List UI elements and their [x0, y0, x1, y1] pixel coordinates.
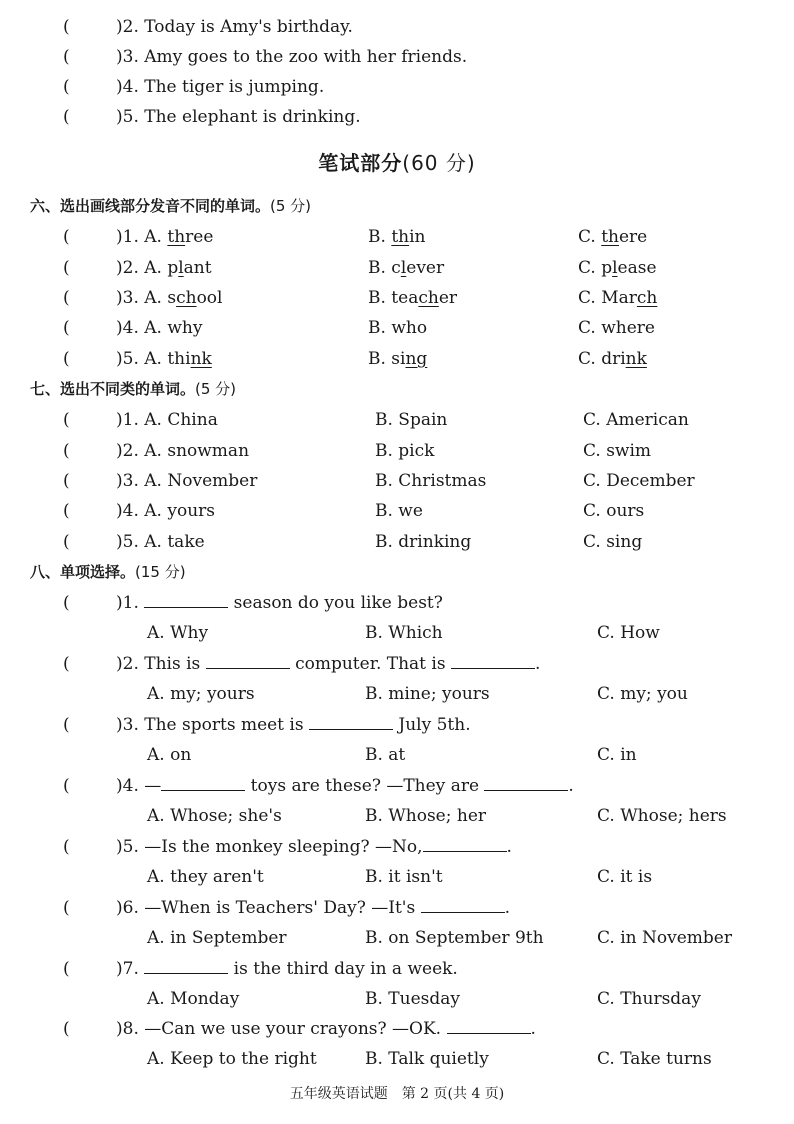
option-b: B. Tuesday	[365, 989, 460, 1009]
answer-paren[interactable]: (	[63, 441, 70, 461]
option-b: B. who	[368, 318, 428, 338]
option-b: B. drinking	[375, 532, 472, 552]
answer-paren[interactable]: (	[63, 410, 70, 430]
question-item: )5. The elephant is drinking.	[116, 107, 361, 127]
option-c: C. Thursday	[597, 989, 701, 1009]
answer-blank[interactable]	[421, 897, 505, 913]
answer-paren[interactable]: (	[63, 837, 70, 857]
answer-paren[interactable]: (	[63, 47, 70, 67]
option-b: B. we	[375, 501, 423, 521]
question-item: )5. A. think	[116, 349, 212, 369]
answer-paren[interactable]: (	[63, 227, 70, 247]
answer-blank[interactable]	[447, 1018, 531, 1034]
option-b: B. sing	[368, 349, 428, 369]
option-c: C. in November	[597, 928, 732, 948]
answer-paren[interactable]: (	[63, 654, 70, 674]
option-a: A. in September	[147, 928, 287, 948]
question-stem: )4. — toys are these? —They are .	[116, 776, 574, 796]
option-c: C. my; you	[597, 684, 688, 704]
question-item: )3. Amy goes to the zoo with her friends.	[116, 47, 468, 67]
option-c: C. swim	[583, 441, 652, 461]
option-c: C. sing	[583, 532, 643, 552]
option-c: C. where	[578, 318, 655, 338]
question-item: )4. A. yours	[116, 501, 215, 521]
option-a: A. Whose; she's	[147, 806, 282, 826]
section-heading: 七、选出不同类的单词。(5 分)	[30, 380, 237, 398]
option-c: C. drink	[578, 349, 647, 369]
question-item: )3. A. school	[116, 288, 223, 308]
option-b: B. Whose; her	[365, 806, 487, 826]
question-item: )2. Today is Amy's birthday.	[116, 17, 353, 37]
option-b: B. on September 9th	[365, 928, 544, 948]
option-a: A. my; yours	[147, 684, 255, 704]
option-c: C. there	[578, 227, 648, 247]
page-footer: 五年级英语试题 第 2 页(共 4 页)	[289, 1086, 505, 1102]
answer-paren[interactable]: (	[63, 107, 70, 127]
answer-blank[interactable]	[484, 775, 568, 791]
answer-paren[interactable]: (	[63, 776, 70, 796]
question-stem: )2. This is computer. That is .	[116, 654, 541, 674]
question-item: )3. A. November	[116, 471, 258, 491]
option-b: B. clever	[368, 258, 445, 278]
question-stem: )5. —Is the monkey sleeping? —No, .	[116, 837, 512, 857]
section-heading: 六、选出画线部分发音不同的单词。(5 分)	[30, 197, 312, 215]
option-b: B. teacher	[368, 288, 457, 308]
answer-paren[interactable]: (	[63, 1019, 70, 1039]
question-item: )2. A. snowman	[116, 441, 250, 461]
answer-paren[interactable]: (	[63, 532, 70, 552]
question-item: )4. A. why	[116, 318, 203, 338]
answer-blank[interactable]	[144, 592, 228, 608]
option-c: C. in	[597, 745, 637, 765]
answer-paren[interactable]: (	[63, 17, 70, 37]
option-c: C. American	[583, 410, 689, 430]
option-b: B. Spain	[375, 410, 448, 430]
question-item: )2. A. plant	[116, 258, 212, 278]
answer-paren[interactable]: (	[63, 898, 70, 918]
option-b: B. it isn't	[365, 867, 443, 887]
option-b: B. mine; yours	[365, 684, 490, 704]
answer-paren[interactable]: (	[63, 501, 70, 521]
option-a: A. Monday	[147, 989, 240, 1009]
option-b: B. at	[365, 745, 406, 765]
option-a: A. on	[147, 745, 192, 765]
answer-paren[interactable]: (	[63, 471, 70, 491]
answer-paren[interactable]: (	[63, 318, 70, 338]
answer-blank[interactable]	[144, 958, 228, 974]
answer-paren[interactable]: (	[63, 77, 70, 97]
option-a: A. Keep to the right	[147, 1049, 317, 1069]
question-item: )5. A. take	[116, 532, 205, 552]
option-a: A. they aren't	[147, 867, 264, 887]
answer-paren[interactable]: (	[63, 258, 70, 278]
answer-blank[interactable]	[206, 653, 290, 669]
option-c: C. Take turns	[597, 1049, 712, 1069]
option-c: C. March	[578, 288, 658, 308]
option-b: B. Talk quietly	[365, 1049, 489, 1069]
question-item: )4. The tiger is jumping.	[116, 77, 325, 97]
written-part-title: 笔试部分(60 分)	[318, 151, 476, 175]
question-stem: )1. season do you like best?	[116, 593, 443, 613]
option-c: C. ours	[583, 501, 645, 521]
answer-blank[interactable]	[423, 836, 507, 852]
option-b: B. Which	[365, 623, 443, 643]
answer-paren[interactable]: (	[63, 349, 70, 369]
answer-blank[interactable]	[309, 714, 393, 730]
option-b: B. pick	[375, 441, 435, 461]
option-b: B. thin	[368, 227, 426, 247]
answer-paren[interactable]: (	[63, 288, 70, 308]
question-stem: )6. —When is Teachers' Day? —It's .	[116, 898, 510, 918]
option-c: C. it is	[597, 867, 653, 887]
answer-paren[interactable]: (	[63, 959, 70, 979]
question-item: )1. A. three	[116, 227, 214, 247]
option-c: C. How	[597, 623, 660, 643]
option-b: B. Christmas	[375, 471, 487, 491]
answer-blank[interactable]	[161, 775, 245, 791]
option-c: C. Whose; hers	[597, 806, 727, 826]
option-c: C. please	[578, 258, 657, 278]
question-stem: )8. —Can we use your crayons? —OK. .	[116, 1019, 536, 1039]
option-a: A. Why	[147, 623, 209, 643]
answer-paren[interactable]: (	[63, 593, 70, 613]
question-stem: )3. The sports meet is July 5th.	[116, 715, 471, 735]
question-stem: )7. is the third day in a week.	[116, 959, 458, 979]
answer-paren[interactable]: (	[63, 715, 70, 735]
question-item: )1. A. China	[116, 410, 218, 430]
section-heading: 八、单项选择。(15 分)	[30, 563, 186, 581]
option-c: C. December	[583, 471, 695, 491]
answer-blank[interactable]	[451, 653, 535, 669]
